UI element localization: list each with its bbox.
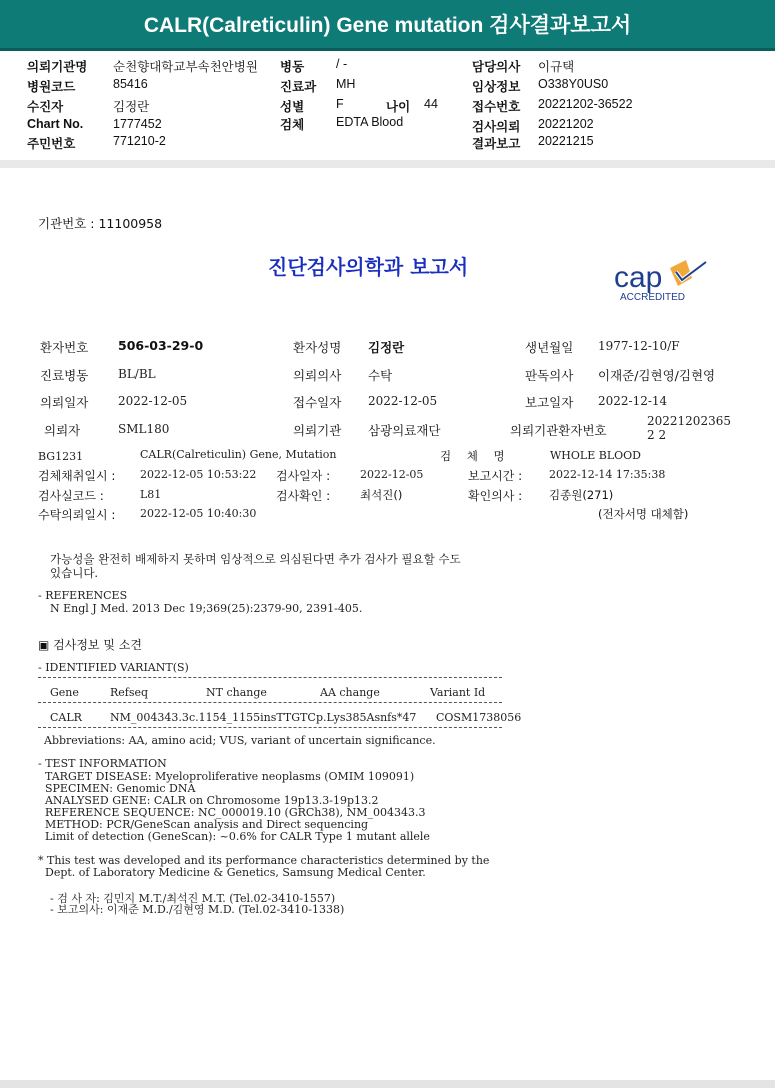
label-reading-doctor: 판독의사 bbox=[525, 368, 574, 383]
value-doctor: 이규택 bbox=[538, 60, 575, 74]
label-department: 진료과 bbox=[280, 80, 317, 94]
label-birthdate: 생년월일 bbox=[525, 340, 574, 355]
label-resident-no: 주민번호 bbox=[27, 137, 76, 151]
col-aa-change: AA change bbox=[320, 686, 380, 699]
meta-label-confirm-doctor: 확인의사 : bbox=[468, 489, 523, 503]
table-rule-top bbox=[38, 677, 502, 678]
value-report-date: 2022-12-14 bbox=[598, 394, 668, 408]
value-institution-patient-no: 202212023652 2 bbox=[647, 414, 731, 442]
variant-heading: - IDENTIFIED VARIANT(S) bbox=[38, 661, 189, 674]
staff-line: - 검 사 자: 김민지 M.T./최석진 M.T. (Tel.02-3410-1557) bbox=[50, 892, 336, 905]
value-sex: F bbox=[336, 97, 344, 111]
value-resident-no: 771210-2 bbox=[113, 134, 166, 148]
report-title: CALR(Calreticulin) Gene mutation 검사결과보고서 bbox=[143, 14, 632, 37]
meta-label-verified-by: 검사확인 : bbox=[276, 489, 331, 503]
label-request-date: 검사의뢰 bbox=[472, 120, 521, 134]
value-receipt-no: 20221202-36522 bbox=[538, 97, 633, 111]
meta-label-collection: 검체채취일시 : bbox=[38, 469, 116, 483]
specimen-name-value: WHOLE BLOOD bbox=[550, 449, 641, 462]
cell-nt-change: c.1154_1155insTTGTC bbox=[189, 711, 316, 724]
value-department: MH bbox=[336, 77, 356, 91]
value-requester: SML180 bbox=[118, 422, 170, 436]
value-ward-2: BL/BL bbox=[118, 367, 156, 381]
label-specimen: 검체 bbox=[280, 118, 305, 132]
cell-gene: CALR bbox=[50, 711, 82, 724]
value-clinical-info: O338Y0US0 bbox=[538, 77, 609, 91]
cap-accredited-logo bbox=[612, 258, 712, 304]
report-title-bar bbox=[0, 0, 775, 51]
note-line-1: 가능성을 완전히 배제하지 못하며 임상적으로 의심된다면 추가 검사가 필요할 수도 bbox=[50, 552, 461, 566]
label-institution-patient-no: 의뢰기관환자번호 bbox=[510, 423, 607, 438]
label-receipt-date: 접수일자 bbox=[293, 395, 342, 410]
report-heading: 진단검사의학과 보고서 bbox=[268, 255, 469, 279]
specimen-name-label: 검 체 명 bbox=[440, 449, 511, 463]
cell-aa-change: p.Lys385Asnfs*47 bbox=[316, 711, 417, 724]
disclaimer-line: Dept. of Laboratory Medicine & Genetics, Samsung Medical Center. bbox=[38, 866, 426, 879]
cell-refseq: NM_004343.3 bbox=[110, 711, 189, 724]
label-result-date: 결과보고 bbox=[472, 137, 521, 151]
label-chart-no: Chart No. bbox=[27, 117, 84, 131]
disclaimer-line: * This test was developed and its performance characteristics determined by the bbox=[38, 854, 490, 867]
test-info-line: - TEST INFORMATION bbox=[38, 757, 167, 770]
value-patient-no: 506-03-29-0 bbox=[118, 338, 204, 353]
meta-value-outsource-time: 2022-12-05 10:40:30 bbox=[140, 507, 257, 520]
test-name: CALR(Calreticulin) Gene, Mutation bbox=[140, 448, 337, 461]
label-patient-name: 환자성명 bbox=[293, 340, 342, 355]
meta-label-outsource-time: 수탁의뢰일시 : bbox=[38, 508, 116, 522]
label-ward-2: 진료병동 bbox=[40, 368, 89, 383]
meta-value-confirm-doctor: 김종원(271) bbox=[549, 488, 614, 502]
test-info-line: METHOD: PCR/GeneScan analysis and Direct sequencing bbox=[38, 818, 369, 831]
meta-value-report-time: 2022-12-14 17:35:38 bbox=[549, 468, 666, 481]
test-info-line: Limit of detection (GeneScan): ~0.6% for CALR Type 1 mutant allele bbox=[38, 830, 430, 843]
meta-value-collection: 2022-12-05 10:53:22 bbox=[140, 468, 257, 481]
label-patient: 수진자 bbox=[27, 100, 64, 114]
page-bottom-band bbox=[0, 1080, 775, 1088]
cell-variant-id: COSM1738056 bbox=[436, 711, 522, 724]
value-referring-doctor: 수탁 bbox=[368, 368, 393, 383]
institution-number: 기관번호 : 11100958 bbox=[38, 216, 163, 231]
label-hospital-code: 병원코드 bbox=[27, 80, 76, 94]
test-info-line: SPECIMEN: Genomic DNA bbox=[38, 782, 196, 795]
references-text: N Engl J Med. 2013 Dec 19;369(25):2379-90, 2391-405. bbox=[50, 602, 363, 615]
label-request-date-2: 의뢰일자 bbox=[40, 395, 89, 410]
label-age: 나이 bbox=[386, 100, 411, 114]
value-requesting-institution: 삼광의료재단 bbox=[368, 423, 441, 438]
value-hospital-code: 85416 bbox=[113, 77, 148, 91]
staff-line: - 보고의사: 이재준 M.D./김현영 M.D. (Tel.02-3410-1338) bbox=[50, 903, 345, 916]
meta-value-lab-code: L81 bbox=[140, 488, 162, 501]
col-refseq: Refseq bbox=[110, 686, 149, 699]
label-patient-no: 환자번호 bbox=[40, 340, 89, 355]
abbreviations: Abbreviations: AA, amino acid; VUS, variant of uncertain significance. bbox=[44, 734, 436, 747]
label-institution: 의뢰기관명 bbox=[27, 60, 88, 74]
meta-label-lab-code: 검사실코드 : bbox=[38, 489, 104, 503]
label-requesting-institution: 의뢰기관 bbox=[293, 423, 342, 438]
value-receipt-date: 2022-12-05 bbox=[368, 394, 438, 408]
cap-accredited-text: ACCREDITED bbox=[620, 292, 686, 303]
col-nt-change: NT change bbox=[206, 686, 267, 699]
label-doctor: 담당의사 bbox=[472, 60, 521, 74]
section-heading: ▣ 검사정보 및 소견 bbox=[38, 638, 142, 652]
value-patient: 김정란 bbox=[113, 100, 150, 114]
value-result-date: 20221215 bbox=[538, 134, 594, 148]
test-info-line: TARGET DISEASE: Myeloproliferative neoplasms (OMIM 109091) bbox=[38, 770, 415, 783]
value-chart-no: 1777452 bbox=[113, 117, 162, 131]
test-info-line: REFERENCE SEQUENCE: NC_000019.10 (GRCh38), NM_004343.3 bbox=[38, 806, 426, 819]
note-line-2: 있습니다. bbox=[50, 566, 99, 580]
test-info-line: ANALYSED GENE: CALR on Chromosome 19p13.3-19p13.2 bbox=[38, 794, 379, 807]
value-ward: / - bbox=[336, 57, 348, 71]
references-heading: - REFERENCES bbox=[38, 589, 128, 602]
value-institution: 순천향대학교부속천안병원 bbox=[113, 60, 258, 74]
meta-value-test-date: 2022-12-05 bbox=[360, 468, 424, 481]
test-code: BG1231 bbox=[38, 450, 84, 463]
table-rule-mid bbox=[38, 702, 502, 703]
col-gene: Gene bbox=[50, 686, 79, 699]
label-report-date: 보고일자 bbox=[525, 395, 574, 410]
value-specimen: EDTA Blood bbox=[336, 115, 404, 129]
value-request-date-2: 2022-12-05 bbox=[118, 394, 188, 408]
label-clinical-info: 임상정보 bbox=[472, 80, 521, 94]
value-reading-doctor: 이재준/김현영/김현영 bbox=[598, 368, 716, 383]
label-sex: 성별 bbox=[280, 100, 305, 114]
value-request-date: 20221202 bbox=[538, 117, 594, 131]
cap-logo-text: cap bbox=[614, 261, 663, 294]
header-divider bbox=[0, 160, 775, 168]
esign-note: (전자서명 대체함) bbox=[598, 507, 689, 521]
table-rule-bottom bbox=[38, 727, 502, 728]
meta-label-test-date: 검사일자 : bbox=[276, 469, 331, 483]
value-age: 44 bbox=[424, 97, 438, 111]
label-receipt-no: 접수번호 bbox=[472, 100, 521, 114]
meta-value-verified-by: 최석진() bbox=[360, 488, 403, 502]
value-birthdate: 1977-12-10/F bbox=[598, 339, 680, 353]
col-variant-id: Variant Id bbox=[430, 686, 486, 699]
meta-label-report-time: 보고시간 : bbox=[468, 469, 523, 483]
label-requester: 의뢰자 bbox=[44, 423, 81, 438]
label-ward: 병동 bbox=[280, 60, 305, 74]
label-referring-doctor: 의뢰의사 bbox=[293, 368, 342, 383]
value-patient-name: 김정란 bbox=[368, 340, 405, 355]
